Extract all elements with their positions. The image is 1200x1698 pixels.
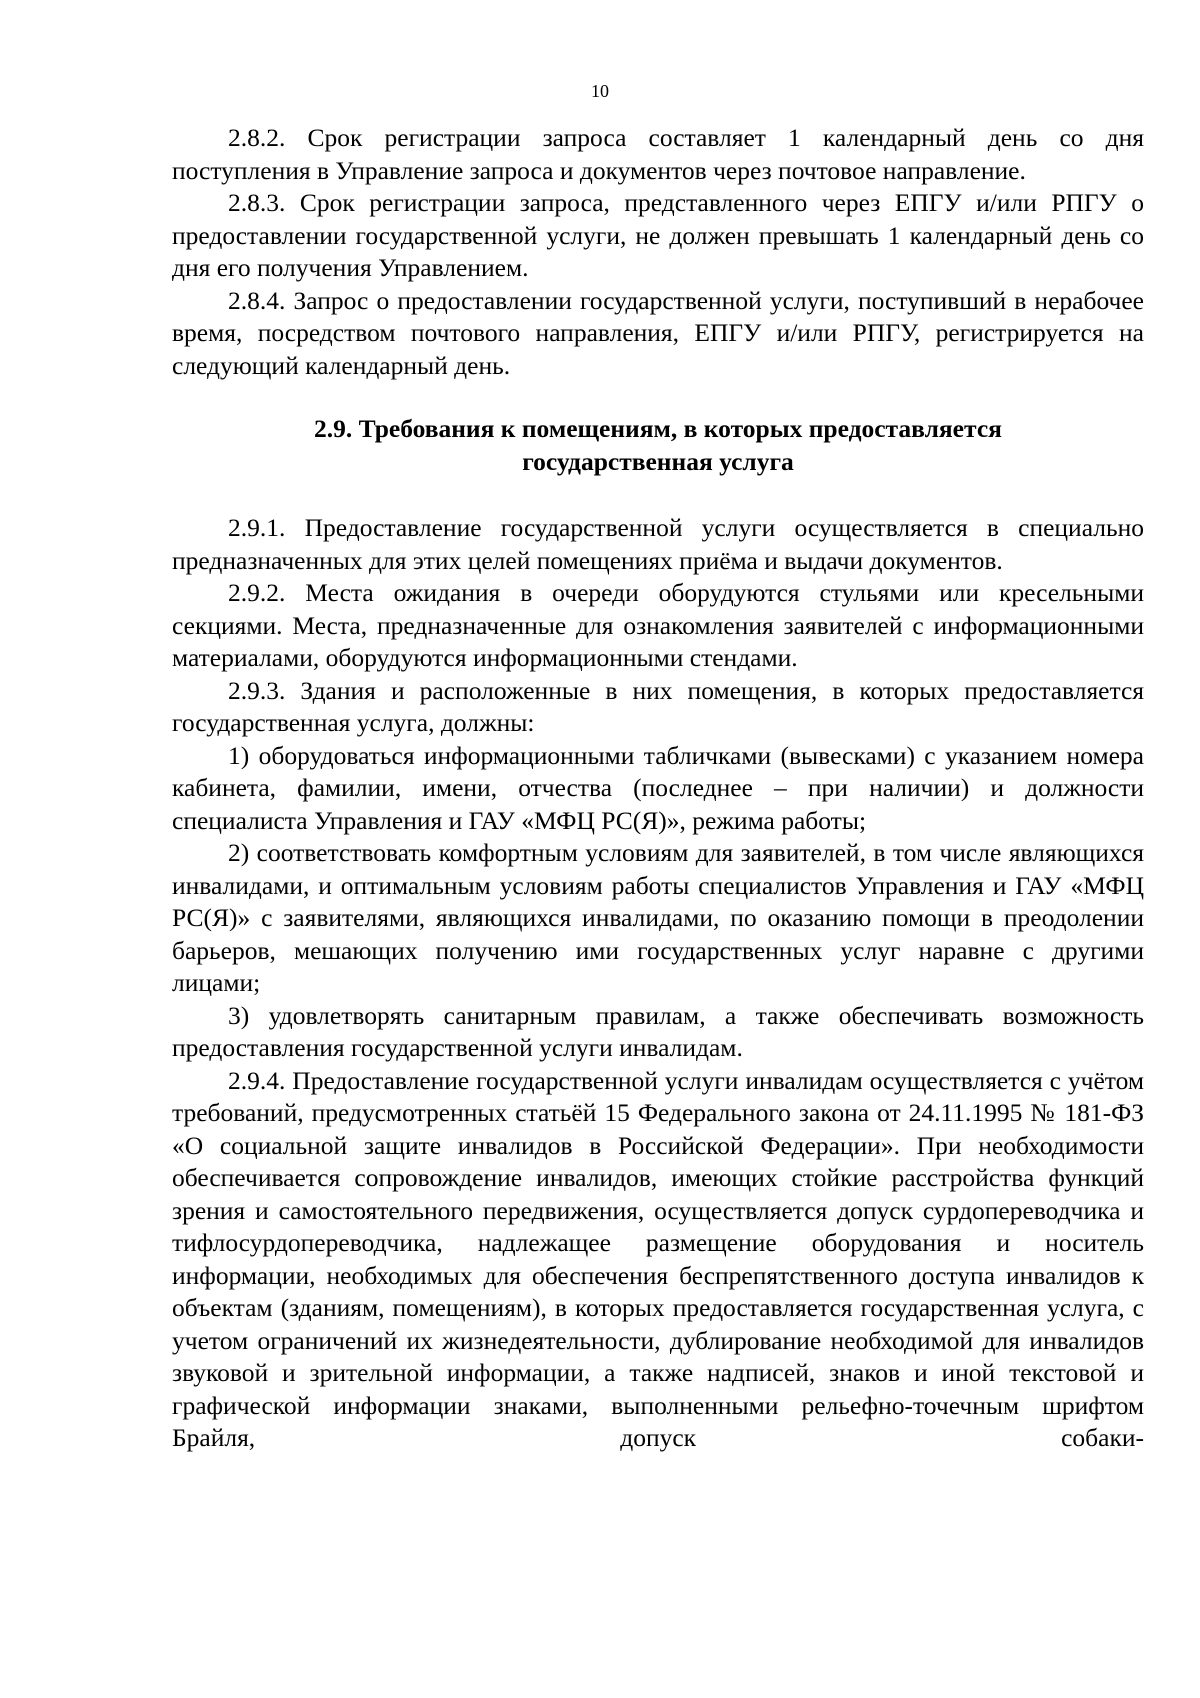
paragraph-2-9-3: 2.9.3. Здания и расположенные в них помещения, в которых предоставляется государственная услуга, должны: (172, 675, 1144, 737)
section-heading-line-1: 2.9. Требования к помещениям, в которых предоставляется (314, 414, 1002, 443)
list-item-2: 2) соответствовать комфортным условиям для заявителей, в том числе являющихся инвалидами, и оптимальным условиям работы специалистов Управления и ГАУ «МФЦ РС(Я)» с заявителями, являющихся инвалидами, по оказанию помощи в преодолении барьеров, мешающих получению ими государственных услуг наравне с другими лицами; (172, 838, 1144, 997)
section-heading-line-2: государственная услуга (522, 446, 794, 476)
page-number: 10 (591, 81, 609, 101)
paragraph-2-9-4: 2.9.4. Предоставление государственной услуги инвалидам осуществляется с учётом требований, предусмотренных статьёй 15 Федерального закона от 24.11.1995 № 181-ФЗ «О социальной защите инвалидов в Российской Федерации». При необходимости обеспечивается сопровождение инвалидов, имеющих стойкие расстройства функций зрения и самостоятельного передвижения, осуществляется допуск сурдопереводчика и тифлосурдопереводчика, надлежащее размещение оборудования и носитель информации, необходимых для обеспечения беспрепятственного доступа инвалидов к объектам (зданиям, помещениям), в которых предоставляется государственная услуга, с учетом ограничений их жизнедеятельности, дублирование необходимой для инвалидов звуковой и зрительной информации, а также надписей, знаков и иной текстовой и графической информации знаками, выполненными рельефно-точечным шрифтом Брайля, допуск собаки- (172, 1065, 1144, 1452)
list-item-3: 3) удовлетворять санитарным правилам, а также обеспечивать возможность предоставления государственной услуги инвалидам. (172, 1000, 1144, 1062)
section-2-8-text (172, 122, 1144, 382)
paragraph-2-9-2: 2.9.2. Места ожидания в очереди оборудуются стульями или кресельными секциями. Места, предназначенные для ознакомления заявителей с информационными материалами, оборудуются информационными стендами. (172, 578, 1144, 672)
paragraph-2-8-4: 2.8.4. Запрос о предоставлении государственной услуги, поступивший в нерабочее время, посредством почтового направления, ЕПГУ и/или РПГУ, регистрируется на следующий календарный день. (172, 285, 1144, 380)
section-2-9-text (172, 512, 1144, 1455)
list-item-1: 1) оборудоваться информационными табличками (вывесками) с указанием номера кабинета, фамилии, имени, отчества (последнее – при наличии) и должности специалиста Управления и ГАУ «МФЦ РС(Я)», режима работы; (172, 740, 1144, 835)
section-heading-2-9 (172, 413, 1144, 478)
paragraph-2-8-2: 2.8.2. Срок регистрации запроса составляет 1 календарный день со дня поступления в Управление запроса и документов через почтовое направление. (172, 123, 1144, 185)
paragraph-2-8-3: 2.8.3. Срок регистрации запроса, представленного через ЕПГУ и/или РПГУ о предоставлении государственной услуги, не должен превышать 1 календарный день со дня его получения Управлением. (172, 188, 1144, 282)
paragraph-2-9-1: 2.9.1. Предоставление государственной услуги осуществляется в специально предназначенных для этих целей помещениях приёма и выдачи документов. (172, 513, 1144, 575)
